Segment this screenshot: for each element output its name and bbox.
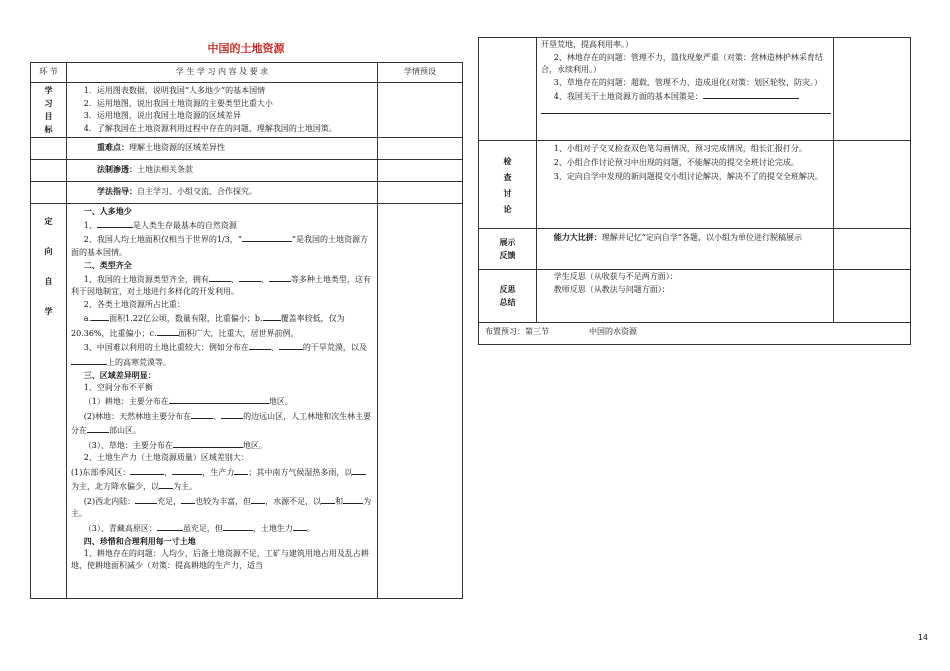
text-line: （3）、青藏高原区： 虽充足，但 ，土地生力 。	[71, 521, 373, 536]
text-line: 1、耕地存在的问题：人均少，后备土地资源不足，工矿与建筑用地占用及乱占耕地，使耕地面积减少（对策：提高耕地的生产力，适当	[71, 548, 369, 570]
check-content	[537, 141, 834, 229]
text-line: 2、土地生产力（土地资源质量）区域差别大：	[83, 453, 249, 462]
reflection-row	[479, 270, 911, 323]
text-line: 开垦荒地，提高利用率。）	[541, 40, 633, 49]
goals-label: 学习目标	[31, 83, 67, 138]
blank-line	[541, 104, 829, 119]
section-heading: 一、人多地少	[83, 206, 132, 216]
goal-item: 3．运用地图，说出我国土地资源的区域差异	[83, 111, 241, 120]
lesson-table-left	[30, 62, 463, 599]
law-row	[31, 160, 463, 182]
goals-row	[31, 83, 463, 138]
check-item: 2、小组合作讨论预习中出现的问题，不能解决的提交全班讨论完成。	[553, 158, 799, 167]
self-study-label: 定向自学	[31, 204, 67, 599]
display-row	[479, 229, 911, 270]
text-line: 1、我国的土地资源类型齐全，拥有 、 、 等多种土地类型，这有利于因地制宜，对土地进行多样化的开发利用。	[71, 272, 373, 299]
page-number: 14	[917, 633, 928, 642]
check-row	[479, 141, 911, 229]
text-line: （1）耕地：主要分布在 地区。	[71, 394, 373, 409]
display-content	[537, 229, 834, 270]
check-item: 1、小组对子交叉检查双色笔勾画情况，预习完成情况，组长汇报打分。	[553, 144, 807, 153]
text-line: （3）、草地：主要分布在 地区。	[71, 438, 373, 453]
homework: 布置预习：第三节 中国的水资源	[479, 323, 911, 345]
check-item: 3、定向自学中发现的新问题提交小组讨论解决，解决不了的提交全班解决。	[553, 172, 823, 181]
display-label: 展示反馈	[479, 229, 537, 270]
text-line: 2、各类土地资源所占比重：	[83, 299, 185, 309]
continuation-content	[537, 38, 834, 141]
text-line: 3、中国难以利用的土地比重较大：例如分布在 、 的干旱荒漠，以及上的高寒荒漠等。	[71, 340, 373, 369]
continuation-row	[479, 38, 911, 141]
page-title: 中国的土地资源	[207, 42, 285, 55]
header-content: 学 生 学 习 内 容 及 要 求	[67, 63, 378, 83]
section-heading: 二、类型齐全	[83, 260, 132, 270]
section-heading: 三、区域差异明显：	[83, 370, 156, 380]
table-header-row	[31, 63, 463, 83]
text-line: (2)林地：天然林地主要分布在 、 的边远山区，人工林地和次生林主要分在 部山区。	[71, 409, 373, 438]
text-line: (2)西北内陆： 充足， 也较为丰富，但 ，水源不足，以 和 为主。	[71, 494, 373, 521]
text-line: 能力大比拼：理解并记忆“定向自学”各题，以小组为单位进行脱稿展示	[553, 232, 802, 242]
self-study-row	[31, 204, 463, 599]
header-section: 环 节	[31, 63, 67, 83]
reflection-content	[537, 270, 834, 323]
key-points-row	[31, 138, 463, 160]
goals-content	[67, 83, 378, 138]
text-line: 4、我国关于土地资源方面的基本国策是：	[541, 89, 829, 104]
goal-item: 1．运用图表数据，说明我国“人多地少”的基本国情	[83, 86, 266, 95]
header-preset: 学情预设	[378, 63, 463, 83]
text-line: 2、林地存在的问题：管理不力，滥伐现象严重（对策：营林造林护林采育结合，永续利用。）	[541, 52, 823, 74]
section-heading: 四、珍惜和合理利用每一寸土地	[83, 536, 196, 546]
lesson-table-right	[478, 37, 911, 345]
homework-row	[479, 323, 911, 345]
text-line: 1、 是人类生存最基本的自然资源	[71, 218, 373, 233]
self-study-content	[67, 204, 378, 599]
law-note: 法制渗透：土地法相关条款	[67, 160, 378, 182]
goal-item: 2．运用地图，说出我国土地资源的主要类型比重大小	[83, 98, 273, 108]
text-line: a. 面积1.22亿公顷，数量有限，比重偏小；b. 覆盖率较低，仅为20.36%，比重偏小；c. 面积广大，比重大，居世界前例。	[71, 311, 373, 340]
check-label: 检查讨论	[479, 141, 537, 229]
reflection-label: 反思总结	[479, 270, 537, 323]
text-line: 2、我国人均土地面积仅相当于世界的1/3，“ ”是我国的土地资源方面的基本国情。	[71, 232, 373, 259]
text-line: 1、空间分布不平衡	[83, 382, 153, 392]
goal-item: 4．了解我国在土地资源利用过程中存在的问题，理解我国的土地国策。	[83, 123, 337, 133]
text-line: 教师反思（从教法与问题方面）：	[553, 284, 670, 294]
goals-preset	[378, 83, 463, 138]
text-line: 学生反思（从收获与不足两方面）：	[553, 272, 678, 281]
key-points: 重难点：理解土地资源的区域差异性	[67, 138, 378, 160]
text-line: (1)东部季风区： ， ，生产力 ；其中南方气候湿热多雨，以为主，北方降水偏少，以 为主。	[71, 465, 373, 494]
text-line: 3、草地存在的问题：超载，管理不力，造成退化(对策：划区轮牧，防灾。）	[553, 77, 823, 87]
method-note: 学法指导：自主学习、小组交流、合作探究。	[67, 182, 378, 204]
method-row	[31, 182, 463, 204]
